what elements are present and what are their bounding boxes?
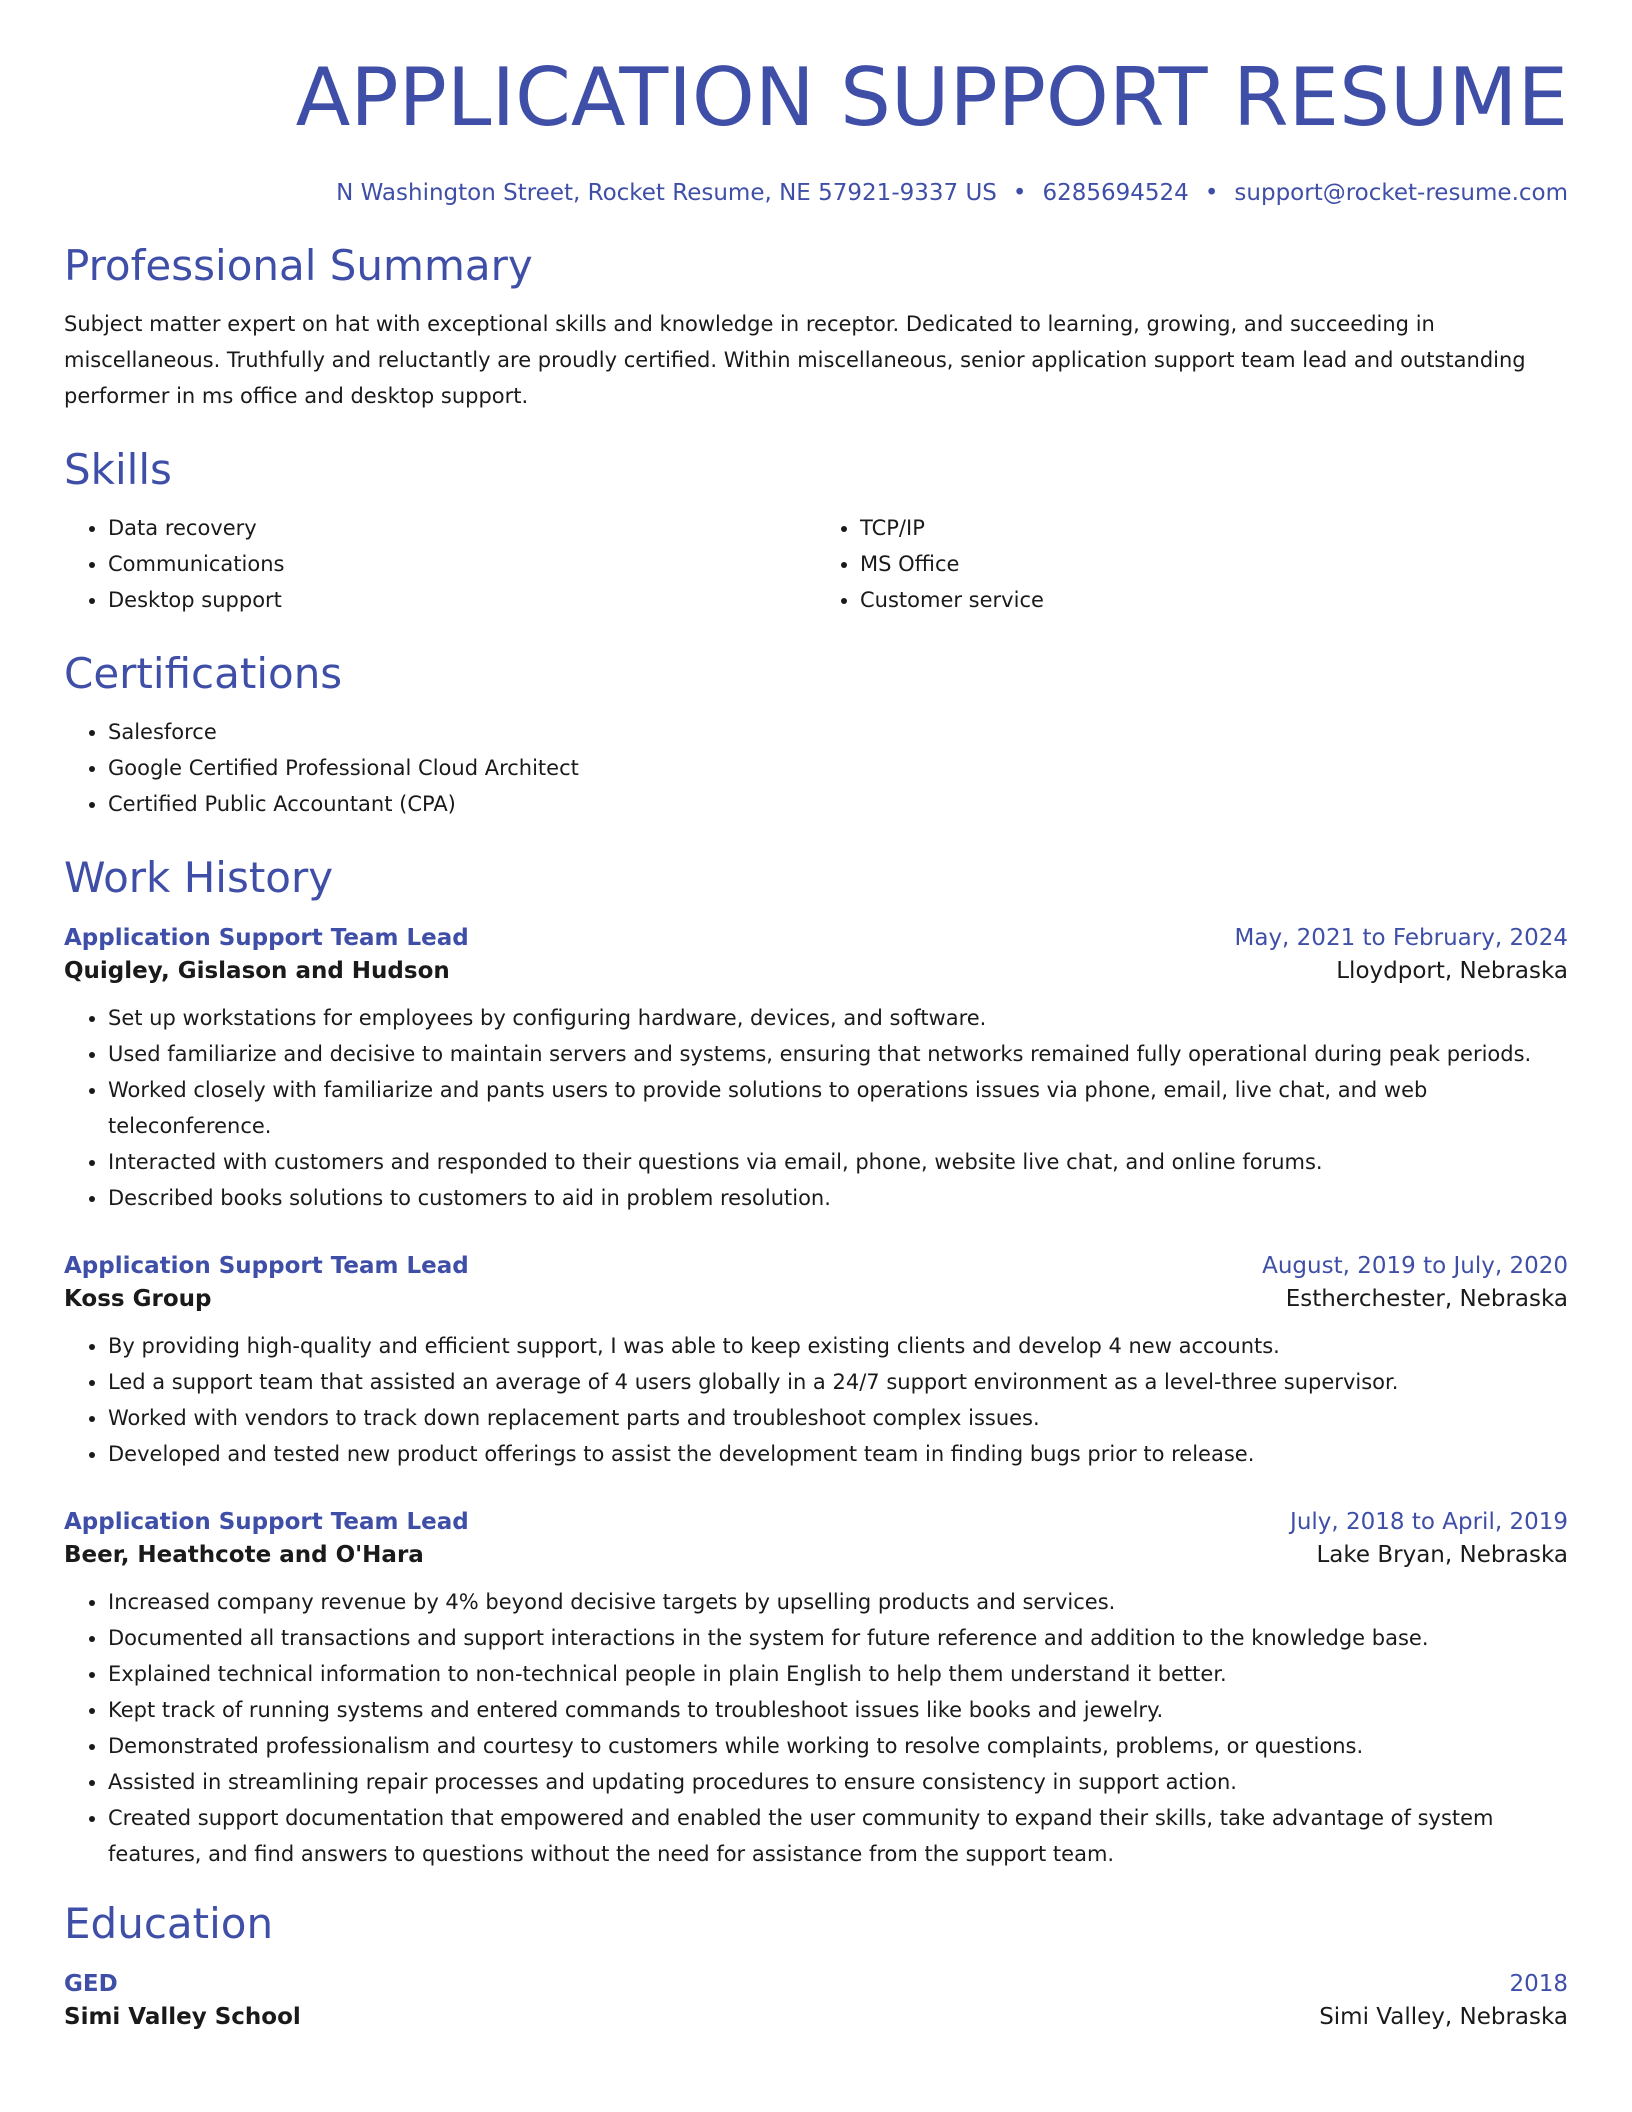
job-location: Lake Bryan, Nebraska — [1316, 1542, 1568, 1568]
job-title: Application Support Team Lead — [64, 1253, 469, 1279]
skill-item: • Communications — [108, 546, 816, 582]
section-heading-summary: Professional Summary — [64, 241, 533, 290]
job-bullet: • Explained technical information to non-technical people in plain English to help them understand it better. — [108, 1656, 1568, 1692]
job-bullet: • Led a support team that assisted an average of 4 users globally in a 24/7 support environment as a level-three supervisor. — [108, 1364, 1568, 1400]
job-bullet: • Developed and tested new product offerings to assist the development team in finding bugs prior to release. — [108, 1436, 1568, 1472]
job-bullet: • Documented all transactions and support interactions in the system for future reference and addition to the knowledge base. — [108, 1620, 1568, 1656]
job-header-row — [64, 1506, 1568, 1538]
skill-item: • TCP/IP — [860, 510, 1568, 546]
skill-item: • MS Office — [860, 546, 1568, 582]
job-company-row — [64, 1282, 1568, 1316]
job-header-row — [64, 1250, 1568, 1282]
job-dates: August, 2019 to July, 2020 — [1262, 1253, 1568, 1279]
job-dates: July, 2018 to April, 2019 — [1290, 1509, 1568, 1535]
certification-item: • Salesforce — [108, 714, 1568, 750]
job-entry — [64, 1506, 1568, 1872]
professional-summary-section — [64, 240, 1568, 414]
job-location: Lloydport, Nebraska — [1336, 958, 1568, 984]
section-heading-certifications: Certifications — [64, 649, 343, 698]
job-company: Quigley, Gislason and Hudson — [64, 958, 450, 984]
skill-item: • Data recovery — [108, 510, 816, 546]
job-entry — [64, 922, 1568, 1216]
job-bullet: • Worked with vendors to track down replacement parts and troubleshoot complex issues. — [108, 1400, 1568, 1436]
work-history-section — [64, 852, 1568, 1872]
job-location: Estherchester, Nebraska — [1285, 1286, 1568, 1312]
certifications-section — [64, 648, 1568, 822]
certifications-list — [64, 714, 1568, 822]
education-entry — [64, 1968, 1568, 2034]
certification-item: • Google Certified Professional Cloud Architect — [108, 750, 1568, 786]
job-bullet: • Assisted in streamlining repair processes and updating procedures to ensure consistency in support action. — [108, 1764, 1568, 1800]
skills-list-right — [816, 510, 1568, 618]
contact-separator: • — [1012, 180, 1027, 206]
job-bullet: • Kept track of running systems and entered commands to troubleshoot issues like books and jewelry. — [108, 1692, 1568, 1728]
job-company: Beer, Heathcote and O'Hara — [64, 1542, 424, 1568]
contact-line — [64, 178, 1568, 208]
job-company: Koss Group — [64, 1286, 212, 1312]
skills-list-left — [64, 510, 816, 618]
job-header-row — [64, 922, 1568, 954]
job-dates: May, 2021 to February, 2024 — [1234, 925, 1568, 951]
contact-separator: • — [1204, 180, 1219, 206]
job-bullet: • Interacted with customers and responded to their questions via email, phone, website live chat, and online forums. — [108, 1144, 1568, 1180]
skill-item: • Customer service — [860, 582, 1568, 618]
section-heading-skills: Skills — [64, 445, 172, 494]
job-bullets — [64, 1328, 1568, 1472]
education-school: Simi Valley School — [64, 2004, 301, 2030]
section-heading-work-history: Work History — [64, 853, 334, 902]
job-bullets — [64, 1000, 1568, 1216]
education-degree: GED — [64, 1971, 118, 1997]
contact-email[interactable]: support@rocket-resume.com — [1234, 180, 1568, 206]
job-bullet: • Created support documentation that empowered and enabled the user community to expand their skills, take advantage of system features, and find answers to questions without the need for assistance from the support team. — [108, 1800, 1568, 1872]
job-title: Application Support Team Lead — [64, 1509, 469, 1535]
job-bullet: • By providing high-quality and efficient support, I was able to keep existing clients and develop 4 new accounts. — [108, 1328, 1568, 1364]
job-bullet: • Set up workstations for employees by configuring hardware, devices, and software. — [108, 1000, 1568, 1036]
job-bullet: • Used familiarize and decisive to maintain servers and systems, ensuring that networks remained fully operational during peak periods. — [108, 1036, 1568, 1072]
job-bullets — [64, 1584, 1568, 1872]
job-company-row — [64, 954, 1568, 988]
certification-item: • Certified Public Accountant (CPA) — [108, 786, 1568, 822]
contact-address: N Washington Street, Rocket Resume, NE 57921-9337 US — [336, 180, 997, 206]
contact-phone: 6285694524 — [1042, 180, 1189, 206]
job-bullet: • Worked closely with familiarize and pants users to provide solutions to operations issues via phone, email, live chat, and web teleconference. — [108, 1072, 1568, 1144]
education-school-row — [64, 2000, 1568, 2034]
summary-text: Subject matter expert on hat with exceptional skills and knowledge in receptor. Dedicated to learning, growing, and succeeding in miscellaneous. Truthfully and reluctantly are proudly certified. Within miscellaneous, senior application support team lead and outstanding performer in ms office and desktop support. — [64, 312, 1526, 408]
section-heading-education: Education — [64, 1899, 274, 1948]
job-title: Application Support Team Lead — [64, 925, 469, 951]
job-bullet: • Demonstrated professionalism and courtesy to customers while working to resolve complaints, problems, or questions. — [108, 1728, 1568, 1764]
education-section — [64, 1898, 1568, 2034]
job-entry — [64, 1250, 1568, 1472]
education-header-row — [64, 1968, 1568, 2000]
job-company-row — [64, 1538, 1568, 1572]
job-bullet: • Described books solutions to customers to aid in problem resolution. — [108, 1180, 1568, 1216]
skills-columns — [64, 510, 1568, 618]
education-location: Simi Valley, Nebraska — [1319, 2004, 1568, 2030]
education-year: 2018 — [1509, 1971, 1568, 1997]
resume-title: APPLICATION SUPPORT RESUME — [295, 51, 1568, 144]
skills-section — [64, 444, 1568, 618]
job-bullet: • Increased company revenue by 4% beyond decisive targets by upselling products and services. — [108, 1584, 1568, 1620]
skill-item: • Desktop support — [108, 582, 816, 618]
